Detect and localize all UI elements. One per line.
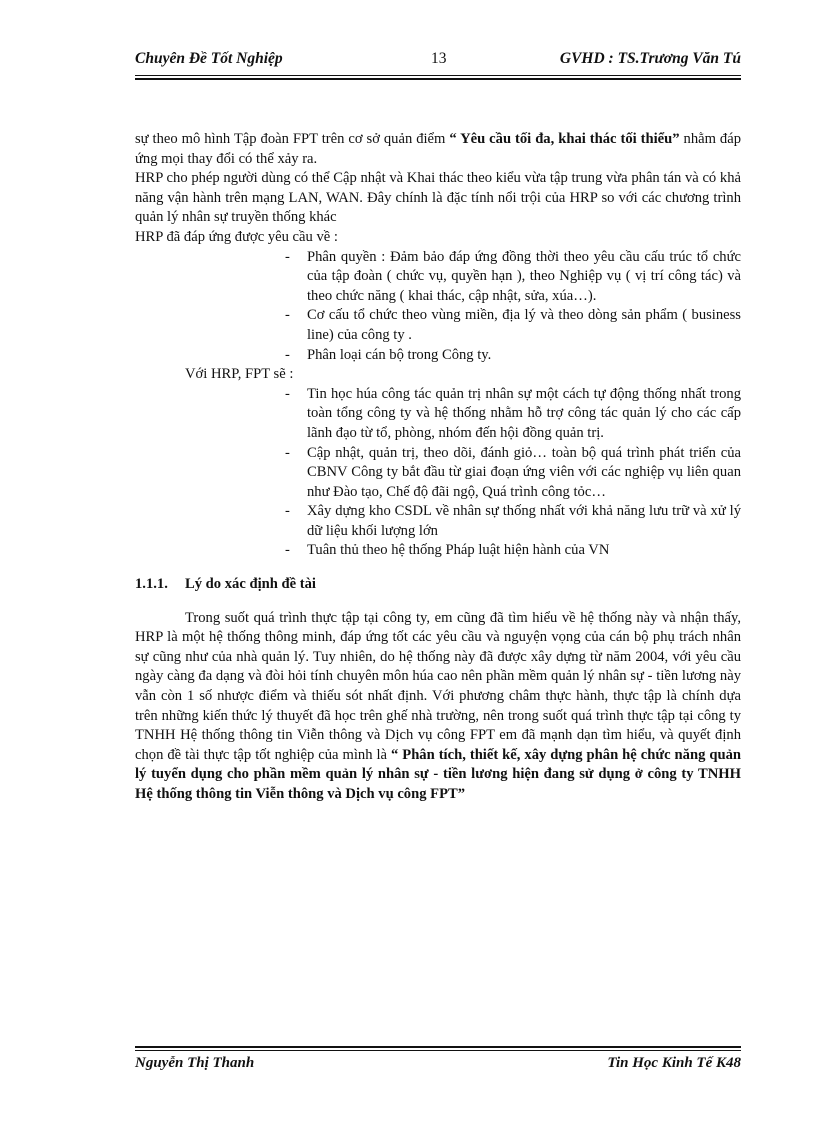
fpt-intro: Với HRP, FPT sẽ :: [185, 366, 294, 383]
intro-p1-text-b: nhằm đáp ứng mọi thay đổi có thể xảy ra.: [135, 131, 741, 167]
page-body: [135, 130, 741, 805]
section-title: Lý do xác định đề tài: [185, 576, 316, 593]
section-paragraph: [135, 609, 741, 805]
list-item: - Tuân thủ theo hệ thống Pháp luật hiện hành của VN: [285, 542, 610, 559]
page-number: 13: [431, 50, 447, 67]
list-item: - Phân loại cán bộ trong Công ty.: [285, 346, 492, 363]
requirements-list: [135, 248, 741, 366]
header-advisor: GVHD : TS.Trương Văn Tú: [559, 50, 741, 67]
header-rule-thin: [135, 75, 741, 76]
list-item: - Phân quyền : Đảm bảo đáp ứng đồng thời theo yêu cầu cấu trúc tổ chức của tập đoàn ( chức vụ, quyền hạn ), theo Nghiệp vụ ( vị trí công tác) và theo chức năng ( khai thác, cập nhật, sửa, xúa…).: [285, 248, 741, 304]
list-item: - Xây dựng kho CSDL về nhân sự thống nhất với khả năng lưu trữ và xử lý dữ liệu khối lượng lớn: [285, 503, 741, 539]
intro-paragraph-3: HRP đã đáp ứng được yêu cầu về :: [135, 228, 338, 245]
footer-author: Nguyễn Thị Thanh: [135, 1055, 255, 1071]
list-item: - Cập nhật, quản trị, theo dõi, đánh giỏ… toàn bộ quá trình phát triển của CBNV Công ty bắt đầu từ giai đoạn ứng viên với các nghiệp vụ liên quan như Đào tạo, Chế độ đãi ngộ, Quá trình công tỏc…: [285, 444, 741, 500]
footer-rule-thick: [135, 1046, 741, 1048]
header-title: Chuyên Đề Tốt Nghiệp: [135, 50, 283, 67]
footer-rule-thin: [135, 1050, 741, 1051]
section-body: Trong suốt quá trình thực tập tại công ty, em cũng đã tìm hiểu về hệ thống này và nhận thấy, HRP là một hệ thống thông minh, đáp ứng tốt các yêu cầu và nguyện vọng của cán bộ phụ trách nhân sự cũng như của nhà quản lý. Tuy nhiên, do hệ thống này đã được xây dựng từ năm 2004, với yêu cầu ngày càng đa dạng và đòi hỏi tính chuyên môn húa cao nên phần mềm quản lý nhân sự - tiền lương này vẫn còn 1 số nhược điểm và thiếu sót nhất định. Với phương châm thực hành, thực tập là chính dựa trên những kiến thức lý thuyết đã học trên ghế nhà trường, nên trong suốt quá trình thực tập tại công ty TNHH Hệ thống thông tin Viễn thông và Dịch vụ công FPT em đã mạnh dạn tìm hiểu, và quyết định chọn đề tài thực tập tốt nghiệp của mình là: [135, 609, 741, 763]
section-number: 1.1.1.: [135, 576, 168, 593]
intro-paragraph-1: [135, 130, 741, 169]
intro-p1-bold: “ Yêu cầu tối đa, khai thác tối thiểu”: [449, 131, 680, 147]
footer-class: Tin Học Kinh Tế K48: [607, 1055, 741, 1071]
list-item: - Tin học húa công tác quản trị nhân sự một cách tự động thống nhất trong toàn tổng công ty và hệ thống nhằm hỗ trợ công tác quản lý cho các cấp lãnh đạo từ tổ, phòng, nhóm đến hội đồng quản trị.: [285, 385, 741, 441]
section-topic: “ Phân tích, thiết kế, xây dựng phân hệ chức năng quản lý tuyển dụng cho phần mềm quản lý nhân sự - tiền lương hiện đang sử dụng ở công ty TNHH Hệ thống thông tin Viễn thông và Dịch vụ công FPT”: [135, 746, 741, 802]
list-item: - Cơ cấu tổ chức theo vùng miền, địa lý và theo dòng sản phẩm ( business line) của công ty .: [285, 307, 741, 343]
section-heading: [135, 575, 741, 595]
fpt-list: [135, 385, 741, 561]
intro-paragraph-2: HRP cho phép người dùng có thể Cập nhật và Khai thác theo kiểu vừa tập trung vừa phân tán và có khả năng vận hành trên mạng LAN, WAN. Đây chính là đặc tính nổi trội của HRP so với các chương trình quản lý nhân sự truyền thống khác: [135, 170, 741, 226]
page-header: [135, 46, 741, 74]
header-rule-thick: [135, 78, 741, 80]
intro-p1-text-a: sự theo mô hình Tập đoàn FPT trên cơ sở quản điểm: [135, 131, 446, 147]
